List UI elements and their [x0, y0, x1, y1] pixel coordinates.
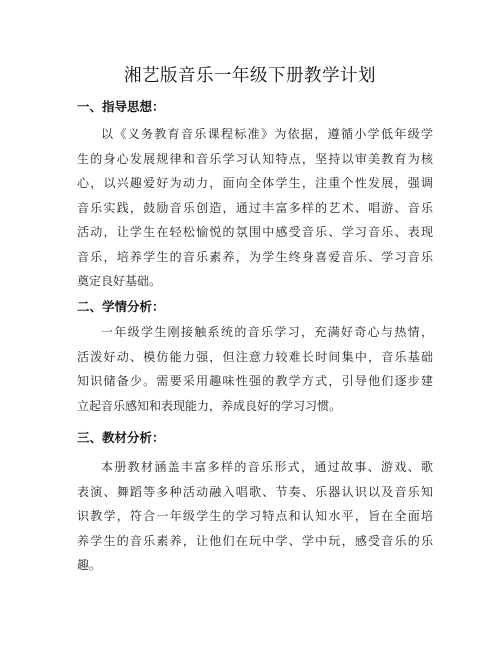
paragraph-line: 奠定良好基础。	[77, 274, 162, 288]
section-heading-learner-analysis: 二、学情分析：	[77, 299, 165, 314]
paragraph-line: 活泼好动、模仿能力强，但注意力较难长时间集中，音乐基础	[77, 349, 433, 364]
paragraph-line: 以《义务教育音乐课程标准》为依据，遵循小学低年级学	[101, 127, 433, 141]
section-heading-textbook-analysis: 三、教材分析：	[77, 430, 165, 445]
paragraph-line: 活动，让学生在轻松愉悦的氛围中感受音乐、学习音乐、表现	[77, 225, 433, 239]
paragraph-line: 趣。	[77, 558, 102, 572]
section-paragraph-textbook-analysis	[77, 455, 433, 578]
section-paragraph-guiding-ideology	[77, 122, 433, 294]
document-title: 湘艺版音乐一年级下册教学计划	[124, 66, 376, 86]
section-paragraph-learner-analysis	[77, 320, 433, 418]
paragraph-line: 音乐实践，鼓励音乐创造，通过丰富多样的艺术、唱游、音乐	[77, 200, 433, 215]
paragraph-line: 表演、舞蹈等多种活动融入唱歌、节奏、乐器认识以及音乐知	[77, 484, 433, 499]
paragraph-line: 心，以兴趣爱好为动力，面向全体学生，注重个性发展，强调	[77, 176, 433, 190]
paragraph-line: 一年级学生刚接触系统的音乐学习，充满好奇心与热情，	[101, 325, 433, 339]
paragraph-line: 立起音乐感知和表现能力，养成良好的学习习惯。	[77, 398, 342, 413]
paragraph-line: 音乐，培养学生的音乐素养，为学生终身喜爱音乐、学习音乐	[77, 249, 433, 264]
paragraph-line: 识教学，符合一年级学生的学习特点和认知水平，旨在全面培	[77, 509, 433, 523]
paragraph-line: 生的身心发展规律和音乐学习认知特点，坚持以审美教育为核	[77, 151, 433, 166]
section-heading-guiding-ideology: 一、指导思想：	[77, 99, 165, 114]
paragraph-line: 本册教材涵盖丰富多样的音乐形式，通过故事、游戏、歌	[101, 460, 433, 474]
paragraph-line: 知识储备少。需要采用趣味性强的教学方式，引导他们逐步建	[77, 374, 433, 388]
paragraph-line: 养学生的音乐素养，让他们在玩中学、学中玩，感受音乐的乐	[77, 533, 433, 548]
